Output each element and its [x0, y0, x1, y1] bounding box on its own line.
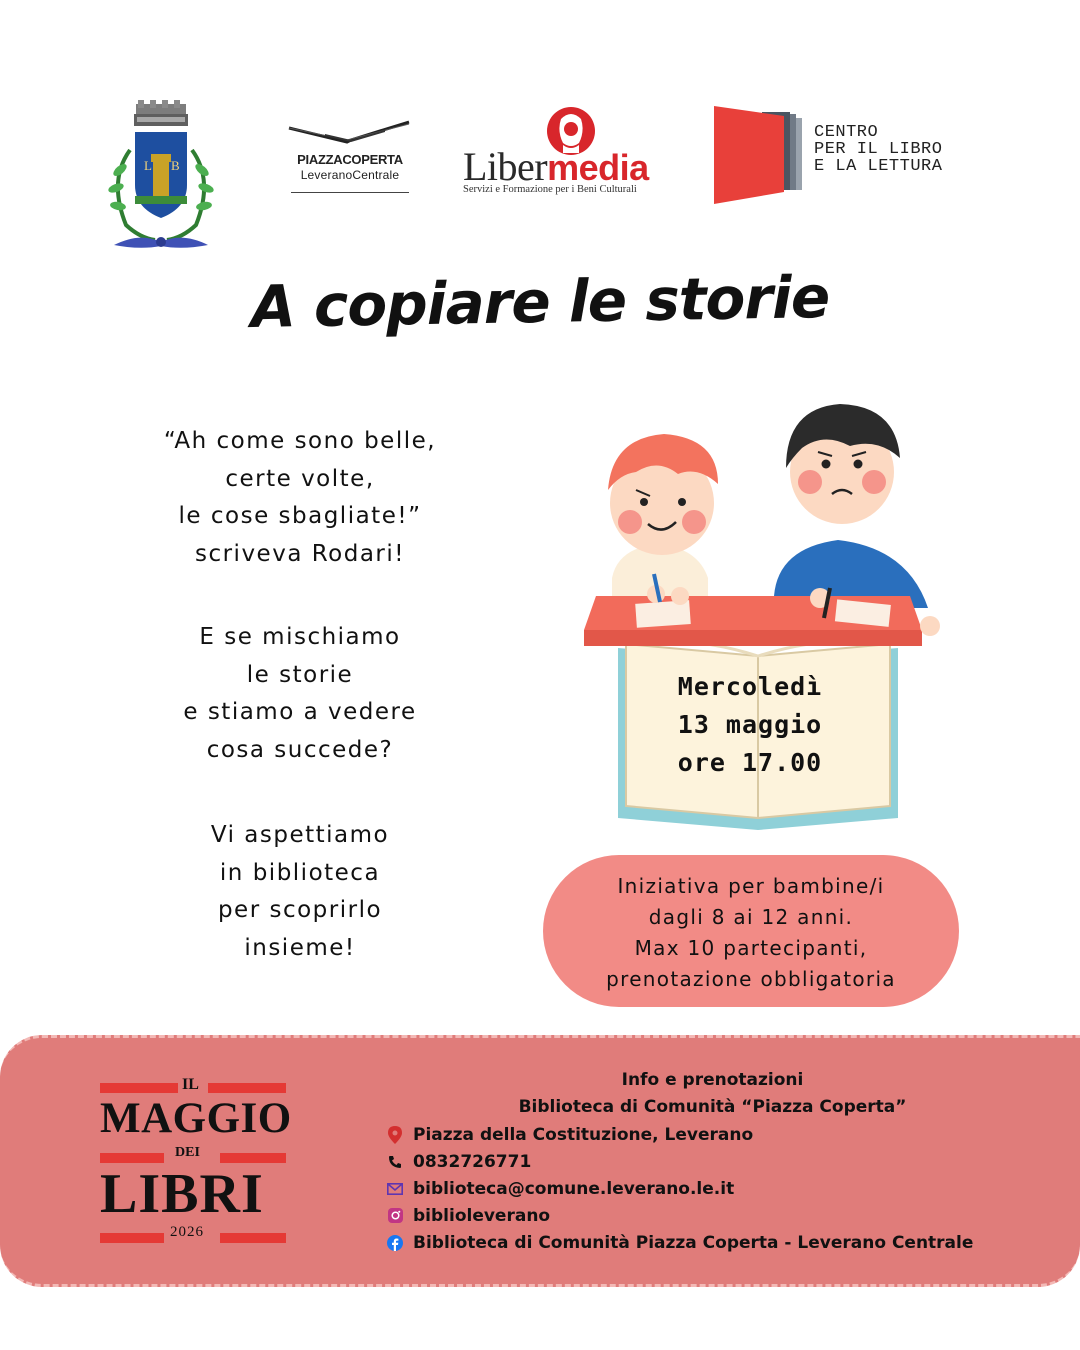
info-heading: Info e prenotazioni — [621, 1070, 804, 1090]
event-details: Iniziativa per bambine/i dagli 8 ai 12 anni. Max 10 partecipanti, prenotazione obbligatoria — [606, 874, 896, 991]
facebook-page[interactable]: Biblioteca di Comunità Piazza Coperta - Leverano Centrale — [413, 1232, 974, 1253]
piazza-logo-subtitle: LeveranoCentrale — [300, 168, 400, 182]
email-row[interactable] — [386, 1175, 734, 1202]
phone-number[interactable]: 0832726771 — [413, 1151, 532, 1172]
page-title: A copiare le storie — [250, 262, 830, 342]
facebook-icon — [386, 1234, 404, 1252]
email-link[interactable]: biblioteca@comune.leverano.le.it — [413, 1178, 735, 1199]
libermedia-logo — [460, 105, 660, 200]
instagram-handle[interactable]: biblioleverano — [413, 1205, 551, 1226]
map-pin-icon — [386, 1126, 404, 1144]
address-row — [386, 1121, 753, 1148]
maggio-dei-libri-logo: IL MAGGIO DEI LIBRI 2026 — [100, 1078, 286, 1248]
crest-letter-b: B — [171, 158, 180, 173]
phone-icon — [386, 1153, 404, 1171]
event-date — [640, 668, 860, 782]
question-paragraph: E se mischiamo le storie e stiamo a vedere cosa succede? — [183, 624, 417, 763]
leverano-coat-of-arms — [100, 100, 220, 260]
instagram-icon — [386, 1207, 404, 1225]
event-day: Mercoledì — [677, 672, 823, 701]
crest-letter-l: L — [144, 158, 152, 173]
address-text: Piazza della Costituzione, Leverano — [413, 1124, 754, 1145]
piazza-logo-title: PIAZZACOPERTA — [297, 152, 403, 167]
phone-row[interactable] — [386, 1148, 531, 1175]
libermedia-subtitle: Servizi e Formazione per i Beni Culturali — [463, 184, 637, 195]
cepell-text: CENTRO PER IL LIBRO E LA LETTURA — [814, 123, 943, 176]
instagram-row[interactable] — [386, 1202, 550, 1229]
centro-libro-lettura-logo — [712, 106, 972, 206]
event-time: ore 17.00 — [677, 748, 823, 777]
library-name: Biblioteca di Comunità “Piazza Coperta” — [518, 1097, 907, 1117]
facebook-row[interactable] — [386, 1229, 973, 1256]
rodari-quote: “Ah come sono belle, certe volte, le cose sbagliate!” scriveva Rodari! — [163, 428, 437, 567]
mail-icon — [386, 1180, 404, 1198]
invite-paragraph: Vi aspettiamo in biblioteca per scoprirlo insieme! — [210, 822, 390, 961]
event-date-line: 13 maggio — [677, 710, 823, 739]
libermedia-wordmark: Libermedia — [463, 144, 649, 189]
piazza-coperta-logo — [285, 118, 415, 198]
